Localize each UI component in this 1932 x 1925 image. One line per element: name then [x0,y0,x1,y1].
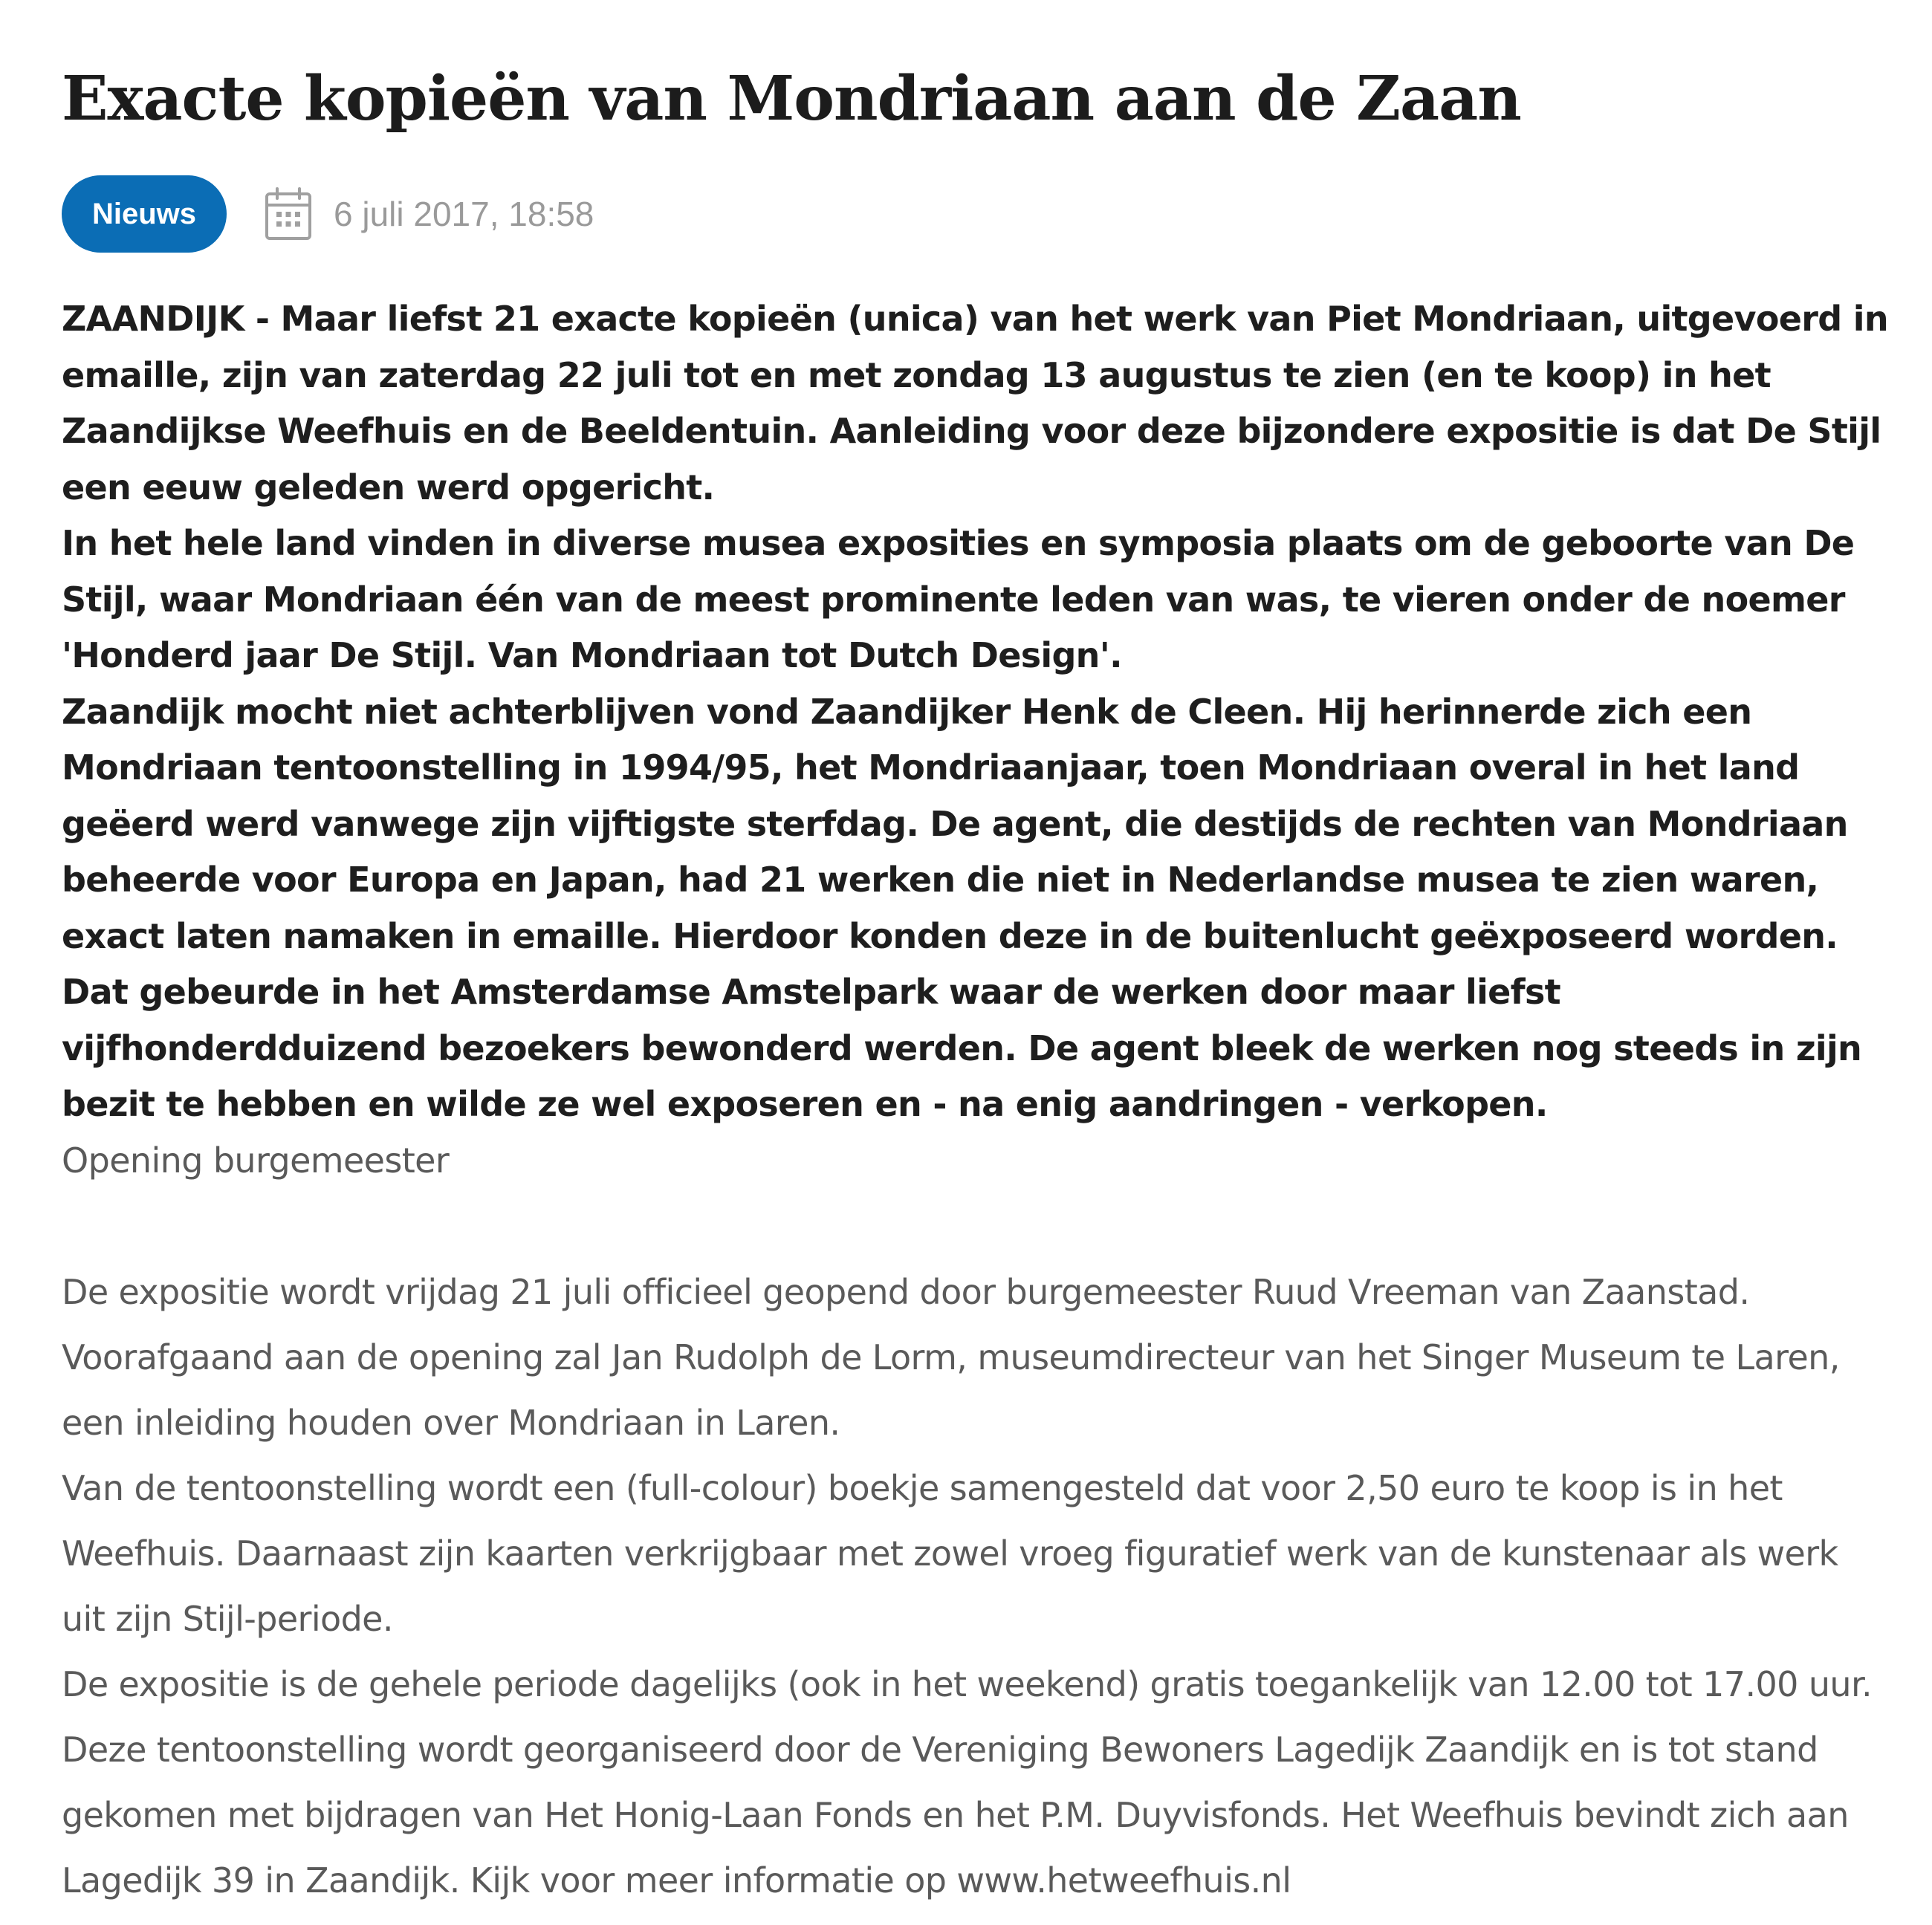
publish-date [264,186,594,241]
article-lead [62,291,1890,1133]
lead-paragraph: In het hele land vinden in diverse musea exposities en symposia plaats om de geboorte van De Stijl, waar Mondriaan één van de meest prominente leden van was, te vieren onder de noemer 'Honderd jaar De Stijl. Van Mondriaan tot Dutch Design'. [62,523,1855,675]
article-title: Exacte kopieën van Mondriaan aan de Zaan [62,63,1521,134]
calendar-icon [264,186,313,241]
article [62,0,1890,1925]
lead-paragraph: ZAANDIJK - Maar liefst 21 exacte kopieën (unica) van het werk van Piet Mondriaan, uitgevoerd in emaille, zijn van zaterdag 22 juli tot en met zondag 13 augustus te zien (en te koop) in het Zaandijkse Weefhuis en de Beeldentuin. Aanleiding voor deze bijzondere expositie is dat De Stijl een eeuw geleden werd opgericht. [62,299,1888,507]
publish-date-text: 6 juli 2017, 18:58 [334,195,594,233]
body-paragraph: De expositie is de gehele periode dagelijks (ook in het weekend) gratis toegankelijk van 12.00 tot 17.00 uur. Deze tentoonstelling wordt georganiseerd door de Vereniging Bewoners Lagedijk Zaandijk en is tot stand gekomen met bijdragen van Het Honig-Laan Fonds en het P.M. Duyvisfonds. Het Weefhuis bevindt zich aan Lagedijk 39 in Zaandijk. Kijk voor meer informatie op www.hetweefhuis.nl [62,1664,1873,1900]
article-meta [62,175,594,253]
lead-paragraph: Zaandijk mocht niet achterblijven vond Zaandijker Henk de Cleen. Hij herinnerde zich een Mondriaan tentoonstelling in 1994/95, het Mondriaanjaar, toen Mondriaan overal in het land geëerd werd vanwege zijn vijftigste sterfdag. De agent, die destijds de rechten van Mondriaan beheerde voor Europa en Japan, had 21 werken die niet in Nederlandse musea te zien waren, exact laten namaken in emaille. Hierdoor konden deze in de buitenlucht geëxposeerd worden. Dat gebeurde in het Amsterdamse Amstelpark waar de werken door maar liefst vijfhonderdduizend bezoekers bewonderd werden. De agent bleek de werken nog steeds in zijn bezit te hebben en wilde ze wel exposeren en - na enig aandringen - verkopen. [62,691,1862,1124]
category-badge[interactable]: Nieuws [62,175,227,253]
article-body [62,1259,1890,1913]
body-paragraph: De expositie wordt vrijdag 21 juli officieel geopend door burgemeester Ruud Vreeman van Zaanstad. Voorafgaand aan de opening zal Jan Rudolph de Lorm, museumdirecteur van het Singer Museum te Laren, een inleiding houden over Mondriaan in Laren. [62,1272,1840,1443]
body-paragraph: Van de tentoonstelling wordt een (full-colour) boekje samengesteld dat voor 2,50 euro te koop is in het Weefhuis. Daarnaast zijn kaarten verkrijgbaar met zowel vroeg figuratief werk van de kunstenaar als werk uit zijn Stijl-periode. [62,1468,1838,1639]
section-subheading: Opening burgemeester [62,1140,450,1181]
